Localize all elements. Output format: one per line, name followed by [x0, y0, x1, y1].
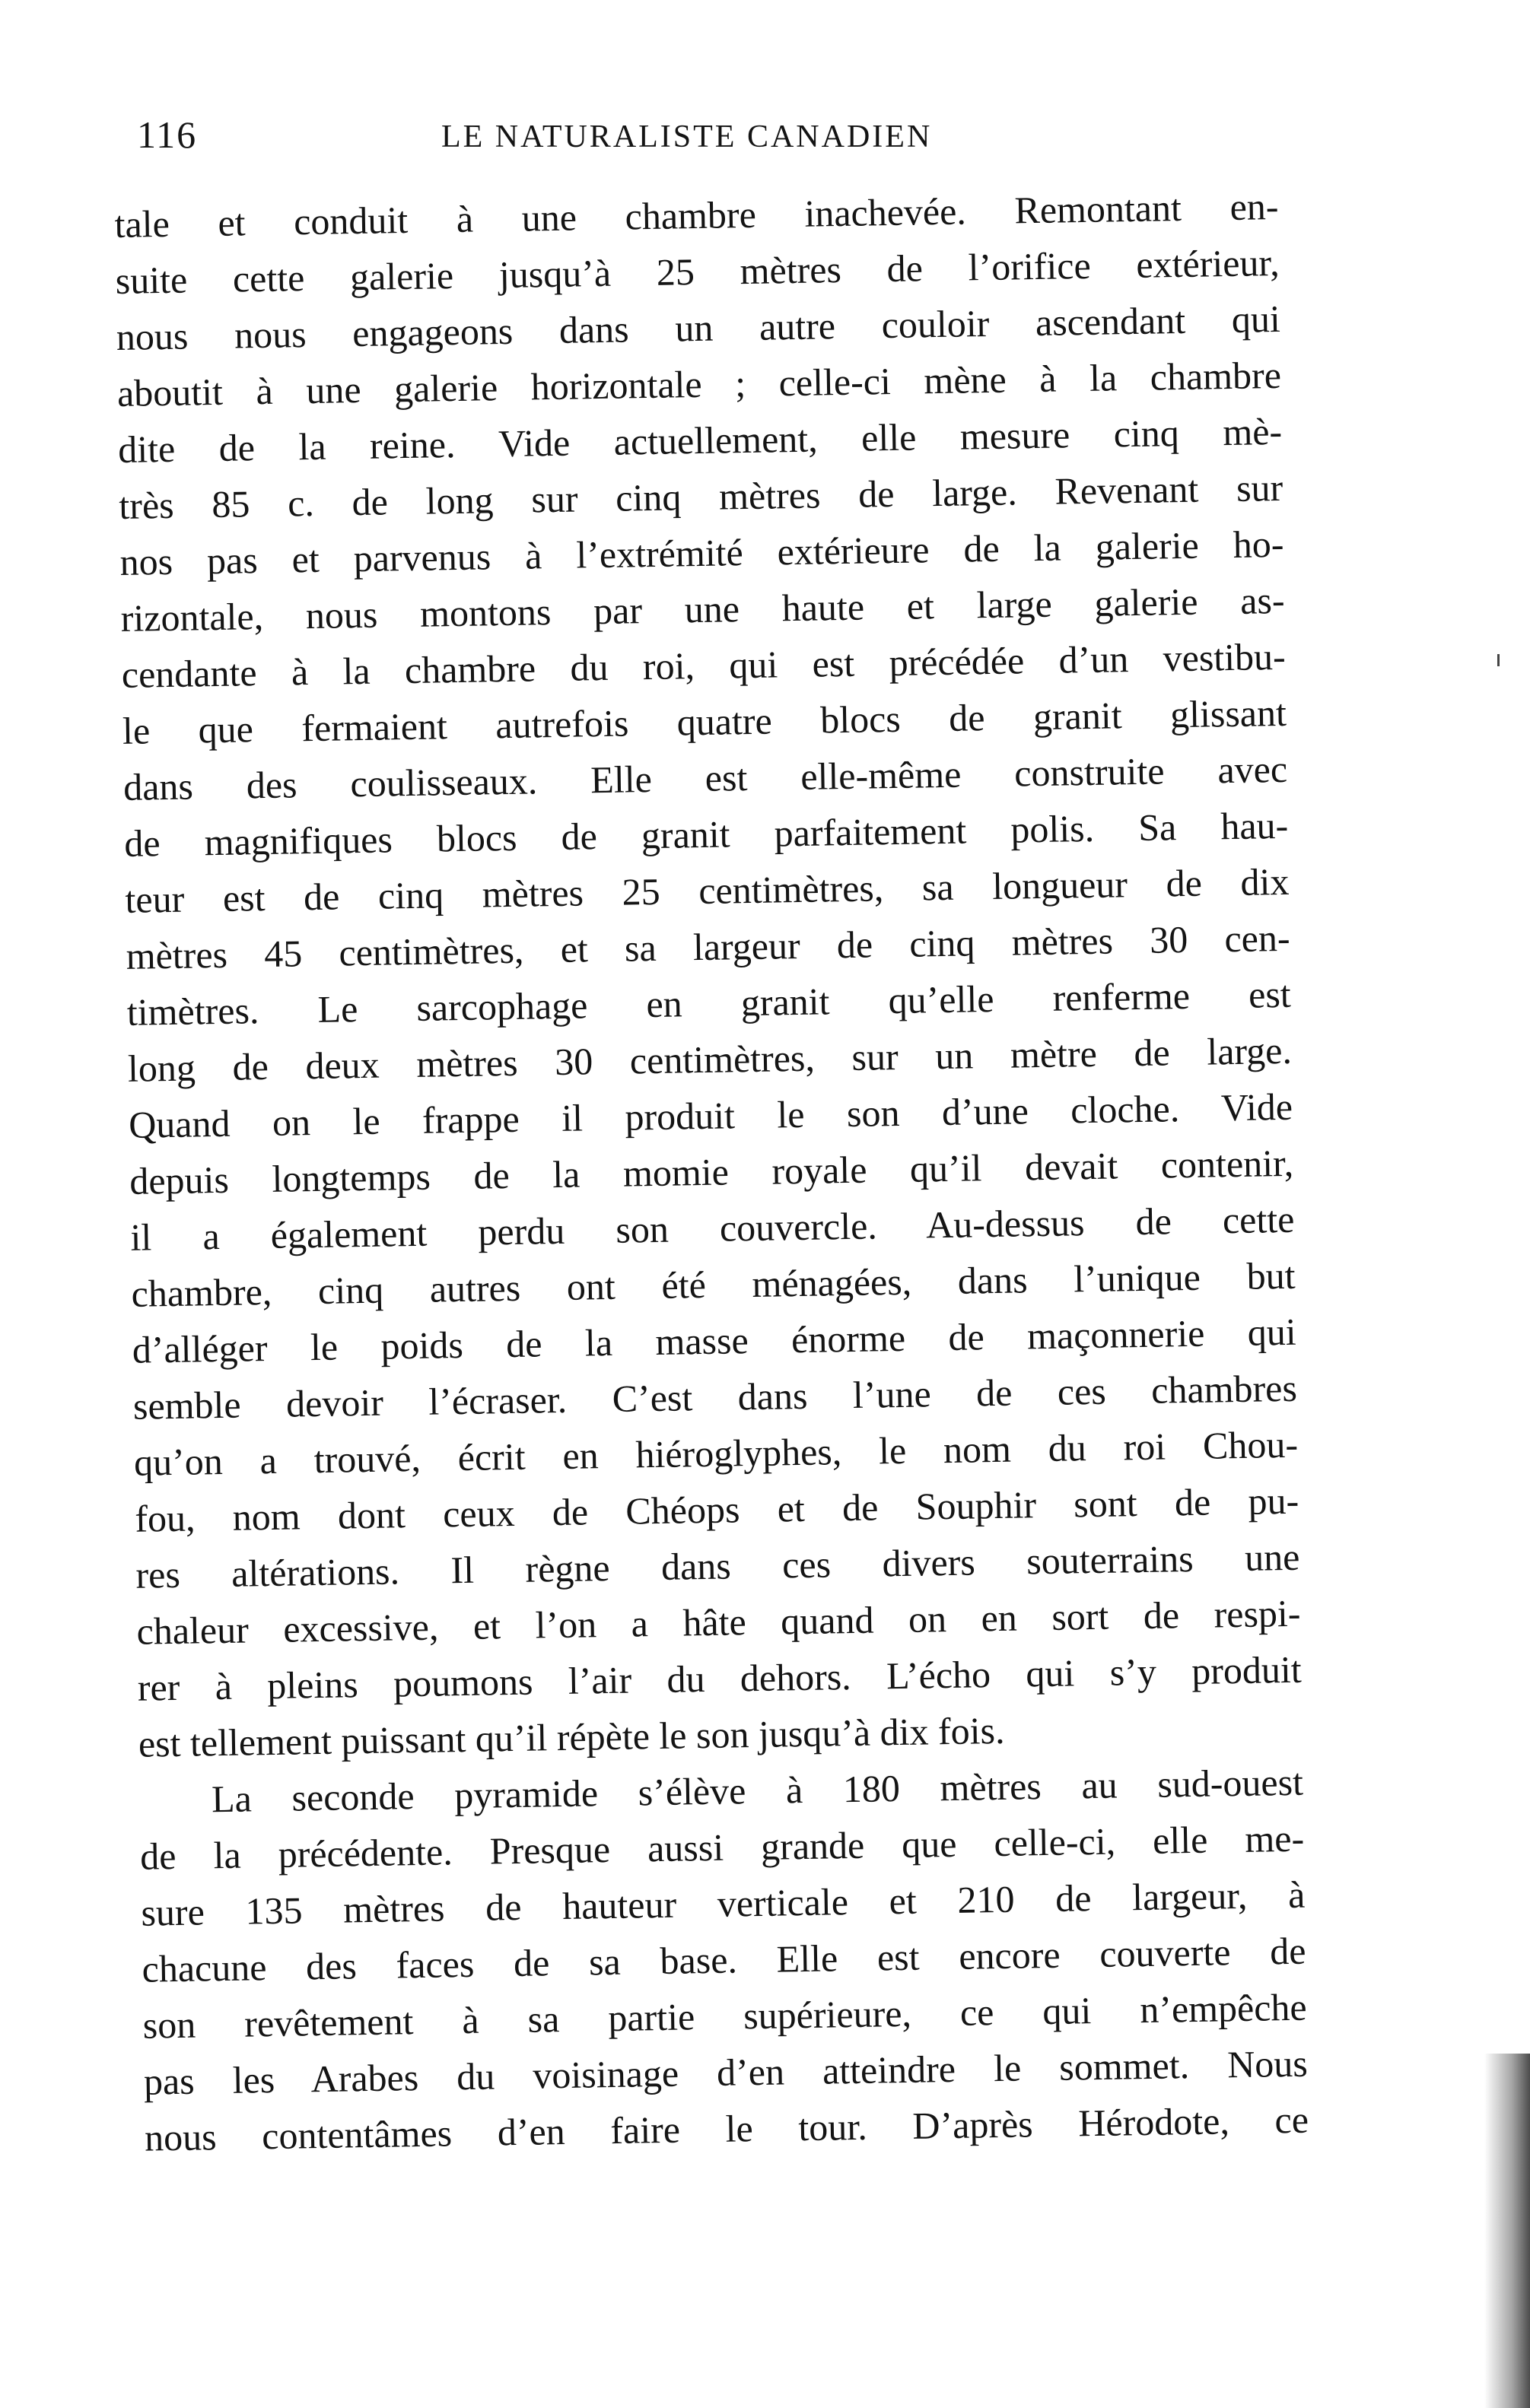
text-line: aboutit à une galerie horizontale ; celle-ci mène à la chambre [116, 353, 1282, 415]
text-line: de magnifiques blocs de granit parfaitement polis. Sa hau- [123, 803, 1289, 865]
text-line: son revêtement à sa partie supérieure, ce qui n’empêche [142, 1985, 1308, 2047]
text-line: chambre, cinq autres ont été ménagées, dans l’unique but [131, 1253, 1296, 1315]
text-line: de la précédente. Presque aussi grande que celle-ci, elle me- [139, 1816, 1305, 1878]
text-line: Quand on le frappe il produit le son d’une cloche. Vide [128, 1085, 1293, 1146]
text-line: sure 135 mètres de hauteur verticale et 210 de largeur, à [141, 1873, 1306, 1934]
text-line: semble devoir l’écraser. C’est dans l’une de ces chambres [132, 1366, 1298, 1428]
text-line: res altérations. Il règne dans ces divers souterrains une [135, 1535, 1300, 1596]
paragraph-1 [114, 178, 1309, 2166]
text-line: pas les Arabes du voisinage d’en atteindre le sommet. Nous [143, 2041, 1309, 2103]
text-line: chaleur excessive, et l’on a hâte quand on en sort de respi- [136, 1591, 1301, 1653]
text-line: nos pas et parvenus à l’extrémité extérieure de la galerie ho- [119, 522, 1284, 583]
text-line: La seconde pyramide s’élève à 180 mètres au sud-ouest [211, 1760, 1304, 1821]
text-line: qu’on a trouvé, écrit en hiéroglyphes, le nom du roi Chou- [133, 1422, 1299, 1484]
text-line: dite de la reine. Vide actuellement, elle mesure cinq mè- [117, 409, 1283, 471]
page-edge-shadow [1484, 2054, 1530, 2408]
text-line: le que fermaient autrefois quatre blocs de granit glissant [122, 691, 1287, 752]
body-text [114, 184, 1309, 2166]
text-line: nous contentâmes d’en faire le tour. D’après Hérodote, ce [144, 2098, 1309, 2159]
text-line: rizontale, nous montons par une haute et large galerie as- [120, 578, 1285, 640]
text-line: mètres 45 centimètres, et sa largeur de cinq mètres 30 cen- [126, 916, 1290, 977]
text-line: depuis longtemps de la momie royale qu’il devait contenir, [129, 1141, 1294, 1202]
text-line: nous nous engageons dans un autre couloir ascendant qui [116, 297, 1281, 358]
scan-mark [1497, 654, 1500, 666]
text-line: dans des coulisseaux. Elle est elle-même construite avec [122, 747, 1288, 808]
text-line: timètres. Le sarcophage en granit qu’elle renferme est [126, 972, 1292, 1034]
text-line: cendante à la chambre du roi, qui est précédée d’un vestibu- [121, 634, 1287, 696]
page-header [137, 113, 1301, 173]
text-line: chacune des faces de sa base. Elle est encore couverte de [142, 1929, 1306, 1990]
running-title: LE NATURALISTE CANADIEN [441, 119, 933, 154]
text-line: suite cette galerie jusqu’à 25 mètres de l’orifice extérieur, [115, 240, 1280, 302]
text-line: il a également perdu son couvercle. Au-dessus de cette [130, 1197, 1295, 1259]
text-line: très 85 c. de long sur cinq mètres de large. Revenant sur [118, 465, 1283, 527]
text-line: fou, nom dont ceux de Chéops et de Souphir sont de pu- [134, 1479, 1299, 1540]
text-line: rer à pleins poumons l’air du dehors. L’écho qui s’y produit [137, 1647, 1303, 1709]
text-line: tale et conduit à une chambre inachevée. Remontant en- [114, 184, 1279, 246]
text-line: long de deux mètres 30 centimètres, sur un mètre de large. [127, 1028, 1293, 1090]
text-line: teur est de cinq mètres 25 centimètres, sa longueur de dix [125, 859, 1290, 921]
text-line: est tellement puissant qu’il répète le son jusqu’à dix fois. [138, 1708, 1005, 1765]
page-number: 116 [137, 113, 198, 156]
text-line: d’alléger le poids de la masse énorme de maçonnerie qui [132, 1310, 1297, 1371]
